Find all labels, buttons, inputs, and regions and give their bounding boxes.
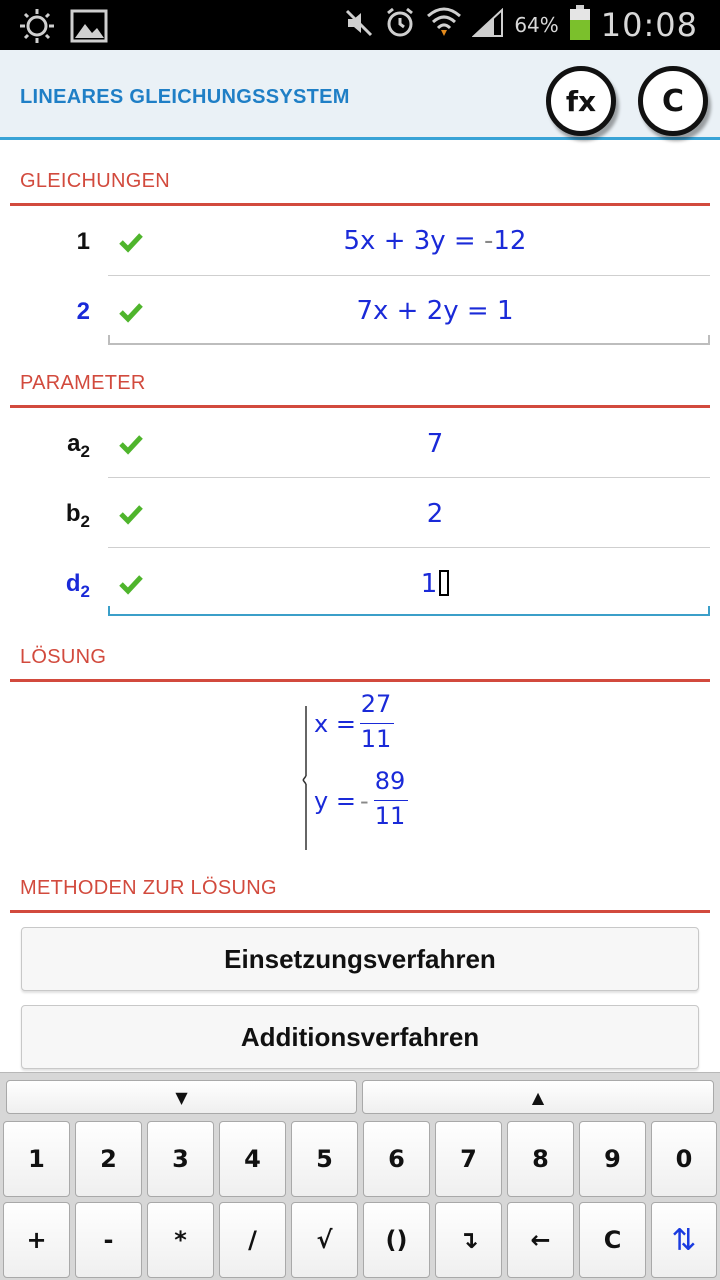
status-bar-left — [18, 8, 108, 49]
battery-percent: 64% — [514, 13, 559, 37]
parameter-b2-sub: 2 — [80, 512, 90, 531]
solution-x-denominator: 11 — [360, 725, 392, 753]
action-bar — [0, 50, 720, 140]
solution-y-denominator: 11 — [374, 802, 406, 830]
row-divider — [108, 477, 710, 478]
check-icon — [118, 573, 144, 595]
wifi-icon — [426, 6, 462, 45]
functions-button[interactable]: fx — [546, 66, 616, 136]
math-keyboard — [0, 1072, 720, 1280]
solution-y-numerator: 89 — [374, 767, 406, 795]
parameter-a2-base: a — [67, 430, 81, 457]
parameter-d2-sub: 2 — [80, 582, 90, 601]
sun-icon — [18, 8, 56, 49]
key-4[interactable]: 4 — [219, 1121, 286, 1197]
equations-section-title: GLEICHUNGEN — [20, 170, 170, 192]
parameter-label-a2 — [10, 430, 90, 462]
parameter-d2-value: 1 — [420, 569, 438, 599]
status-bar-right — [344, 4, 698, 46]
key-0[interactable]: 0 — [651, 1121, 717, 1197]
substitution-method-button[interactable]: Einsetzungsverfahren — [21, 927, 699, 991]
clock: 10:08 — [600, 6, 698, 44]
key-7[interactable]: 7 — [435, 1121, 502, 1197]
key-arrow-up[interactable]: ▲ — [362, 1080, 714, 1114]
key-8[interactable]: 8 — [507, 1121, 574, 1197]
key-6[interactable]: 6 — [363, 1121, 430, 1197]
brace-icon — [302, 706, 310, 850]
solution-y-prefix: y = — [314, 787, 356, 815]
methods-section-title: METHODEN ZUR LÖSUNG — [20, 877, 277, 899]
parameter-a2-sub: 2 — [80, 442, 90, 461]
equation-2-lhs: 7x + 2y = — [356, 296, 497, 326]
equation-1-sign: - — [484, 226, 494, 256]
equation-label-2: 2 — [76, 298, 90, 325]
key-5[interactable]: 5 — [291, 1121, 358, 1197]
equation-row-2[interactable] — [150, 296, 720, 326]
solution-y-sign: - — [360, 787, 369, 815]
key-sqrt[interactable]: √ — [291, 1202, 358, 1278]
equation-1-lhs: 5x + 3y = — [343, 226, 484, 256]
fraction-bar — [374, 800, 408, 801]
equations-group-border — [108, 335, 710, 345]
parameter-d2-base: d — [65, 570, 81, 597]
status-bar — [0, 0, 720, 50]
fraction-bar — [360, 723, 394, 724]
key-backspace[interactable]: ← — [507, 1202, 574, 1278]
equation-2-rhs: 1 — [496, 296, 514, 326]
clear-button[interactable]: C — [638, 66, 708, 136]
check-icon — [118, 433, 144, 455]
equation-label-1: 1 — [76, 228, 90, 255]
text-cursor — [439, 570, 449, 596]
solution-divider — [10, 679, 710, 682]
key-toggle-keyboard[interactable]: ⇅ — [651, 1202, 717, 1278]
row-divider — [108, 275, 710, 276]
parameter-b2-value[interactable]: 2 — [426, 499, 444, 529]
key-9[interactable]: 9 — [579, 1121, 646, 1197]
key-enter[interactable]: ↴ — [435, 1202, 502, 1278]
signal-icon — [472, 8, 504, 43]
check-icon — [118, 301, 144, 323]
key-multiply[interactable]: * — [147, 1202, 214, 1278]
parameter-label-b2 — [10, 500, 90, 532]
row-divider — [108, 547, 710, 548]
alarm-icon — [384, 7, 416, 44]
equations-divider — [10, 203, 710, 206]
parameter-b2-base: b — [65, 500, 81, 527]
key-3[interactable]: 3 — [147, 1121, 214, 1197]
app-title: LINEARES GLEICHUNGSSYSTEM — [20, 86, 350, 108]
key-divide[interactable]: / — [219, 1202, 286, 1278]
check-icon — [118, 231, 144, 253]
equation-row-1[interactable] — [150, 226, 720, 256]
gallery-icon — [70, 9, 108, 48]
solution-x-prefix: x = — [314, 710, 356, 738]
key-plus[interactable]: + — [3, 1202, 70, 1278]
key-parentheses[interactable]: () — [363, 1202, 430, 1278]
parameters-divider — [10, 405, 710, 408]
parameter-d2-input[interactable] — [150, 569, 720, 599]
parameter-label-d2 — [10, 570, 90, 602]
key-2[interactable]: 2 — [75, 1121, 142, 1197]
mute-icon — [344, 8, 374, 43]
methods-divider — [10, 910, 710, 913]
battery-icon — [569, 5, 591, 46]
parameter-a2-value[interactable]: 7 — [426, 429, 444, 459]
equation-1-rhs: 12 — [493, 226, 527, 256]
solution-section-title: LÖSUNG — [20, 646, 107, 668]
parameters-group-border — [108, 606, 710, 616]
solution-x-numerator: 27 — [360, 690, 392, 718]
addition-method-button[interactable]: Additionsverfahren — [21, 1005, 699, 1069]
key-1[interactable]: 1 — [3, 1121, 70, 1197]
key-arrow-down[interactable]: ▼ — [6, 1080, 357, 1114]
key-minus[interactable]: - — [75, 1202, 142, 1278]
check-icon — [118, 503, 144, 525]
key-clear[interactable]: C — [579, 1202, 646, 1278]
parameters-section-title: PARAMETER — [20, 372, 146, 394]
